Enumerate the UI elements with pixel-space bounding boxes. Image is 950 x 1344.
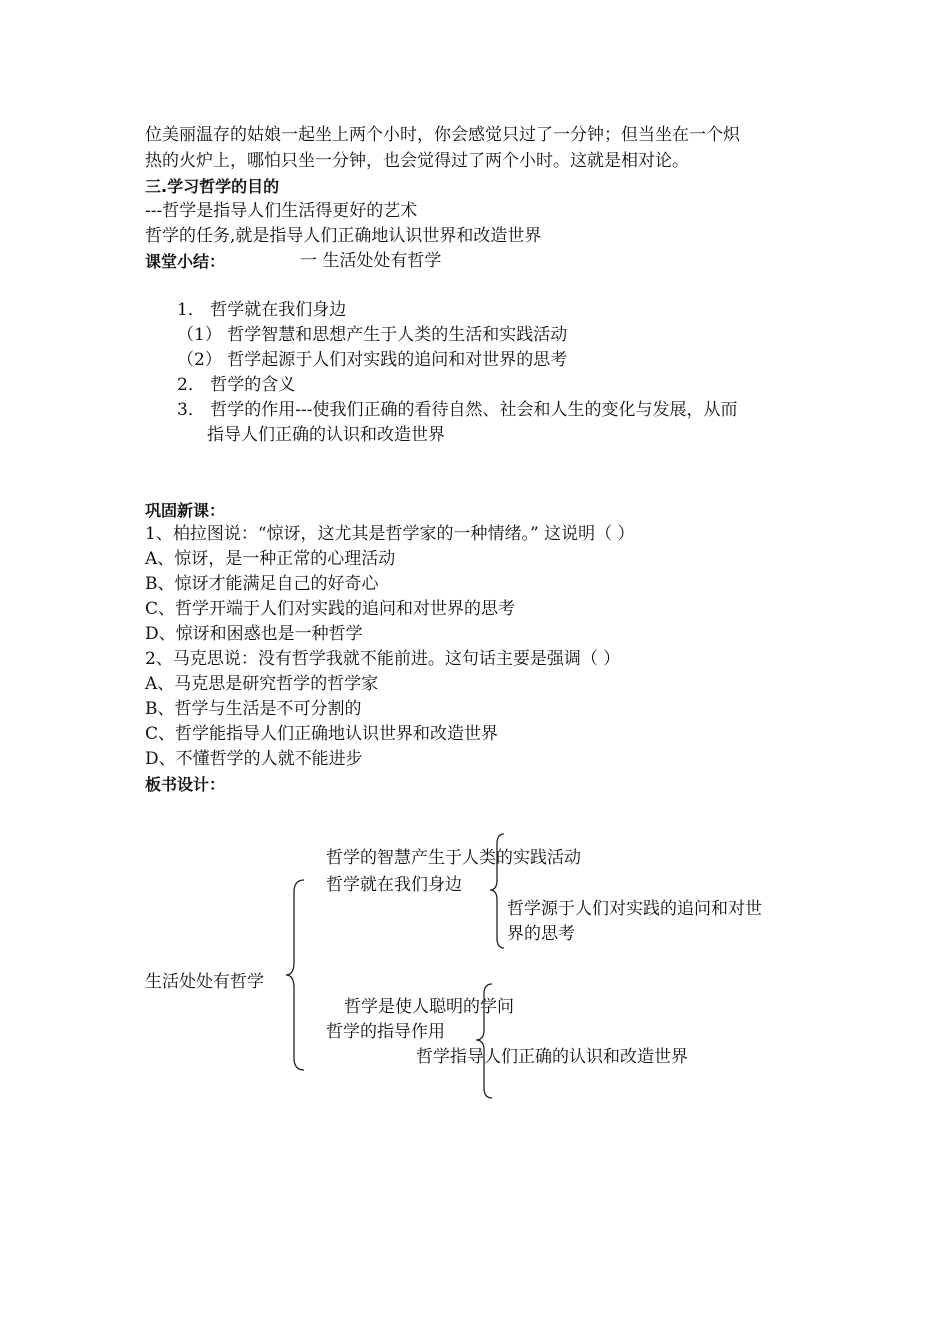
branch-2-brace bbox=[474, 982, 496, 1100]
intro-line-1: 位美丽温存的姑娘一起坐上两个小时，你会感觉只过了一分钟；但当坐在一个炽 bbox=[145, 125, 740, 145]
section-3-heading: 三.学习哲学的目的 bbox=[145, 177, 280, 196]
summary-topic: 一 生活处处有哲学 bbox=[300, 251, 442, 271]
summary-item-continuation: 指导人们正确的认识和改造世界 bbox=[207, 425, 445, 445]
section-3-line-2: 哲学的任务,就是指导人们正确地认识世界和改造世界 bbox=[145, 226, 542, 246]
board-branch-1-leaf: 哲学源于人们对实践的追问和对世 bbox=[507, 899, 762, 919]
summary-item: （2） 哲学起源于人们对实践的追问和对世界的思考 bbox=[177, 350, 568, 370]
root-brace bbox=[284, 878, 308, 1072]
intro-line-2: 热的火炉上，哪怕只坐一分钟，也会觉得过了两个小时。这就是相对论。 bbox=[145, 151, 689, 171]
branch-1-brace bbox=[488, 832, 508, 950]
question-1-option: A、惊讶，是一种正常的心理活动 bbox=[145, 549, 396, 569]
summary-item: 1． 哲学就在我们身边 bbox=[177, 300, 347, 320]
question-1-option: C、哲学开端于人们对实践的追问和对世界的思考 bbox=[145, 599, 516, 619]
question-1-option: D、惊讶和困惑也是一种哲学 bbox=[145, 624, 363, 644]
board-branch-2-leaf: 哲学指导人们正确的认识和改造世界 bbox=[416, 1047, 688, 1067]
summary-item: 3． 哲学的作用---使我们正确的看待自然、社会和人生的变化与发展，从而 bbox=[177, 400, 738, 420]
summary-heading: 课堂小结： bbox=[145, 252, 226, 271]
section-3-line-1: ---哲学是指导人们生活得更好的艺术 bbox=[145, 201, 418, 221]
question-2-option: C、哲学能指导人们正确地认识世界和改造世界 bbox=[145, 724, 499, 744]
summary-item: （1） 哲学智慧和思想产生于人类的生活和实践活动 bbox=[177, 325, 568, 345]
board-branch-1-leaf: 界的思考 bbox=[507, 924, 575, 944]
question-2-option: B、哲学与生活是不可分割的 bbox=[145, 699, 362, 719]
board-branch-1-leaf: 哲学的智慧产生于人类的实践活动 bbox=[326, 848, 581, 868]
question-2: 2、马克思说：没有哲学我就不能前进。这句话主要是强调（ ） bbox=[145, 649, 621, 669]
exercise-heading: 巩固新课： bbox=[145, 501, 226, 520]
question-2-option: A、马克思是研究哲学的哲学家 bbox=[145, 674, 379, 694]
board-branch-2-leaf: 哲学是使人聪明的学问 bbox=[344, 997, 514, 1017]
question-1-option: B、惊讶才能满足自己的好奇心 bbox=[145, 574, 379, 594]
question-1: 1、柏拉图说：“惊讶，这尤其是哲学家的一种情绪。” 这说明（ ） bbox=[145, 524, 635, 544]
board-branch-1: 哲学就在我们身边 bbox=[326, 875, 462, 895]
board-branch-2: 哲学的指导作用 bbox=[326, 1022, 445, 1042]
question-2-option: D、不懂哲学的人就不能进步 bbox=[145, 749, 363, 769]
board-heading: 板书设计： bbox=[145, 775, 226, 794]
summary-item: 2． 哲学的含义 bbox=[177, 375, 296, 395]
board-root: 生活处处有哲学 bbox=[145, 972, 264, 992]
